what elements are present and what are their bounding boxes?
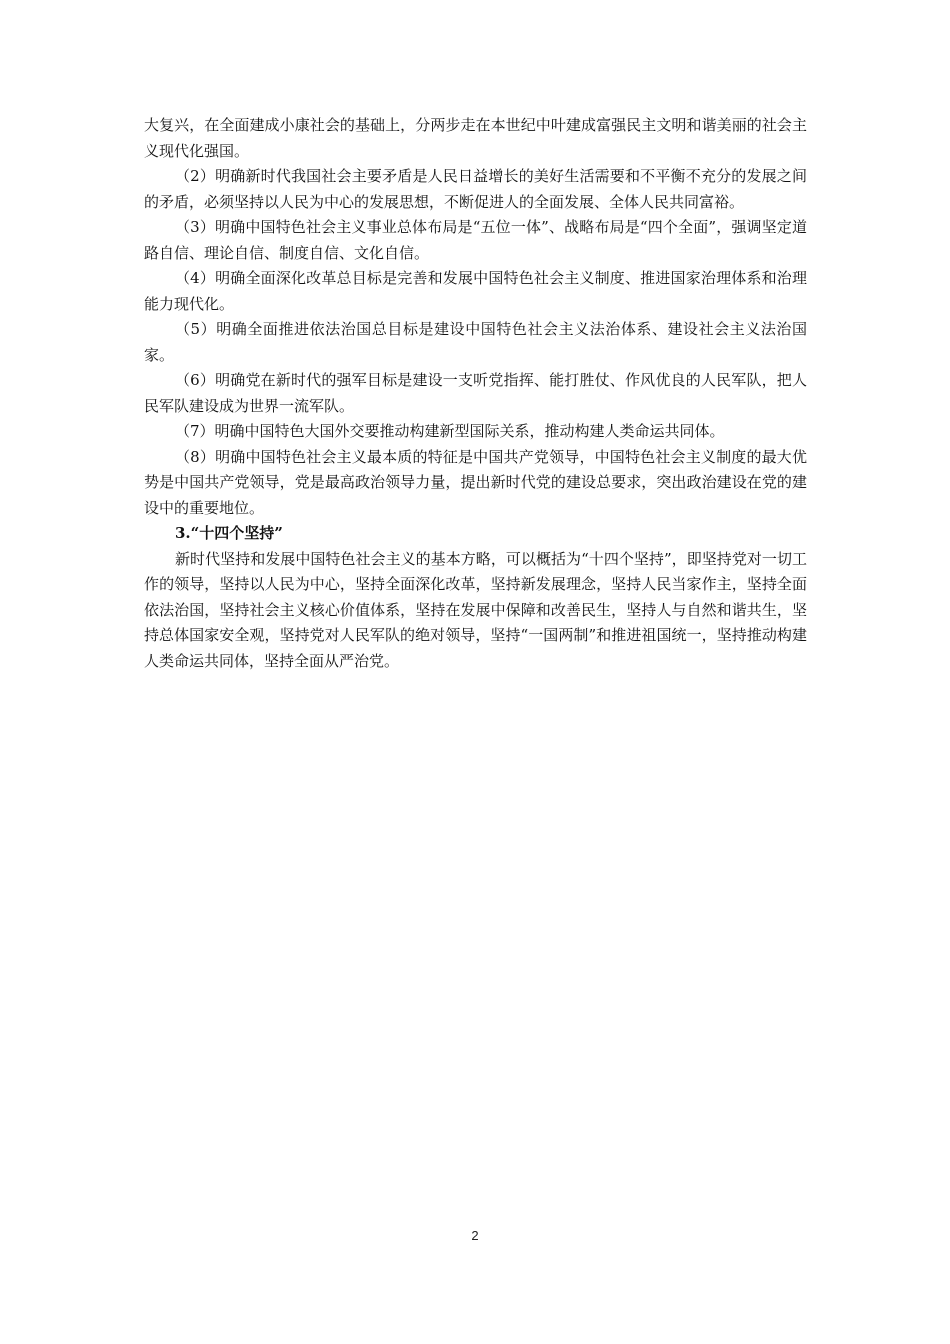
point-7: （7）明确中国特色大国外交要推动构建新型国际关系，推动构建人类命运共同体。 [175,422,725,440]
section-body: 新时代坚持和发展中国特色社会主义的基本方略，可以概括为“十四个坚持”，即坚持党对一切工作的领导，坚持以人民为中心，坚持全面深化改革，坚持新发展理念，坚持人民当家作主，坚持全面依法治国，坚持社会主义核心价值体系，坚持在发展中保障和改善民生，坚持人与自然和谐共生，坚持总体国家安全观，坚持党对人民军队的绝对领导，坚持“一国两制”和推进祖国统一，坚持推动构建人类命运共同体，坚持全面从严治党。 [144,549,807,670]
document-body [144,113,807,674]
point-5: （5）明确全面推进依法治国总目标是建设中国特色社会主义法治体系、建设社会主义法治国家。 [144,320,807,364]
point-6: （6）明确党在新时代的强军目标是建设一支听党指挥、能打胜仗、作风优良的人民军队，把人民军队建设成为世界一流军队。 [144,371,807,415]
intro-continuation: 大复兴，在全面建成小康社会的基础上，分两步走在本世纪中叶建成富强民主文明和谐美丽的社会主义现代化强国。 [144,116,807,160]
page-number: 2 [471,1228,479,1243]
point-8: （8）明确中国特色社会主义最本质的特征是中国共产党领导，中国特色社会主义制度的最大优势是中国共产党领导，党是最高政治领导力量，提出新时代党的建设总要求，突出政治建设在党的建设中的重要地位。 [144,447,807,517]
section-heading: 3.“十四个坚持” [175,524,283,542]
point-2: （2）明确新时代我国社会主要矛盾是人民日益增长的美好生活需要和不平衡不充分的发展之间的矛盾，必须坚持以人民为中心的发展思想，不断促进人的全面发展、全体人民共同富裕。 [144,167,807,211]
point-4: （4）明确全面深化改革总目标是完善和发展中国特色社会主义制度、推进国家治理体系和治理能力现代化。 [144,269,807,313]
point-3: （3）明确中国特色社会主义事业总体布局是“五位一体”、战略布局是“四个全面”，强调坚定道路自信、理论自信、制度自信、文化自信。 [144,218,807,262]
